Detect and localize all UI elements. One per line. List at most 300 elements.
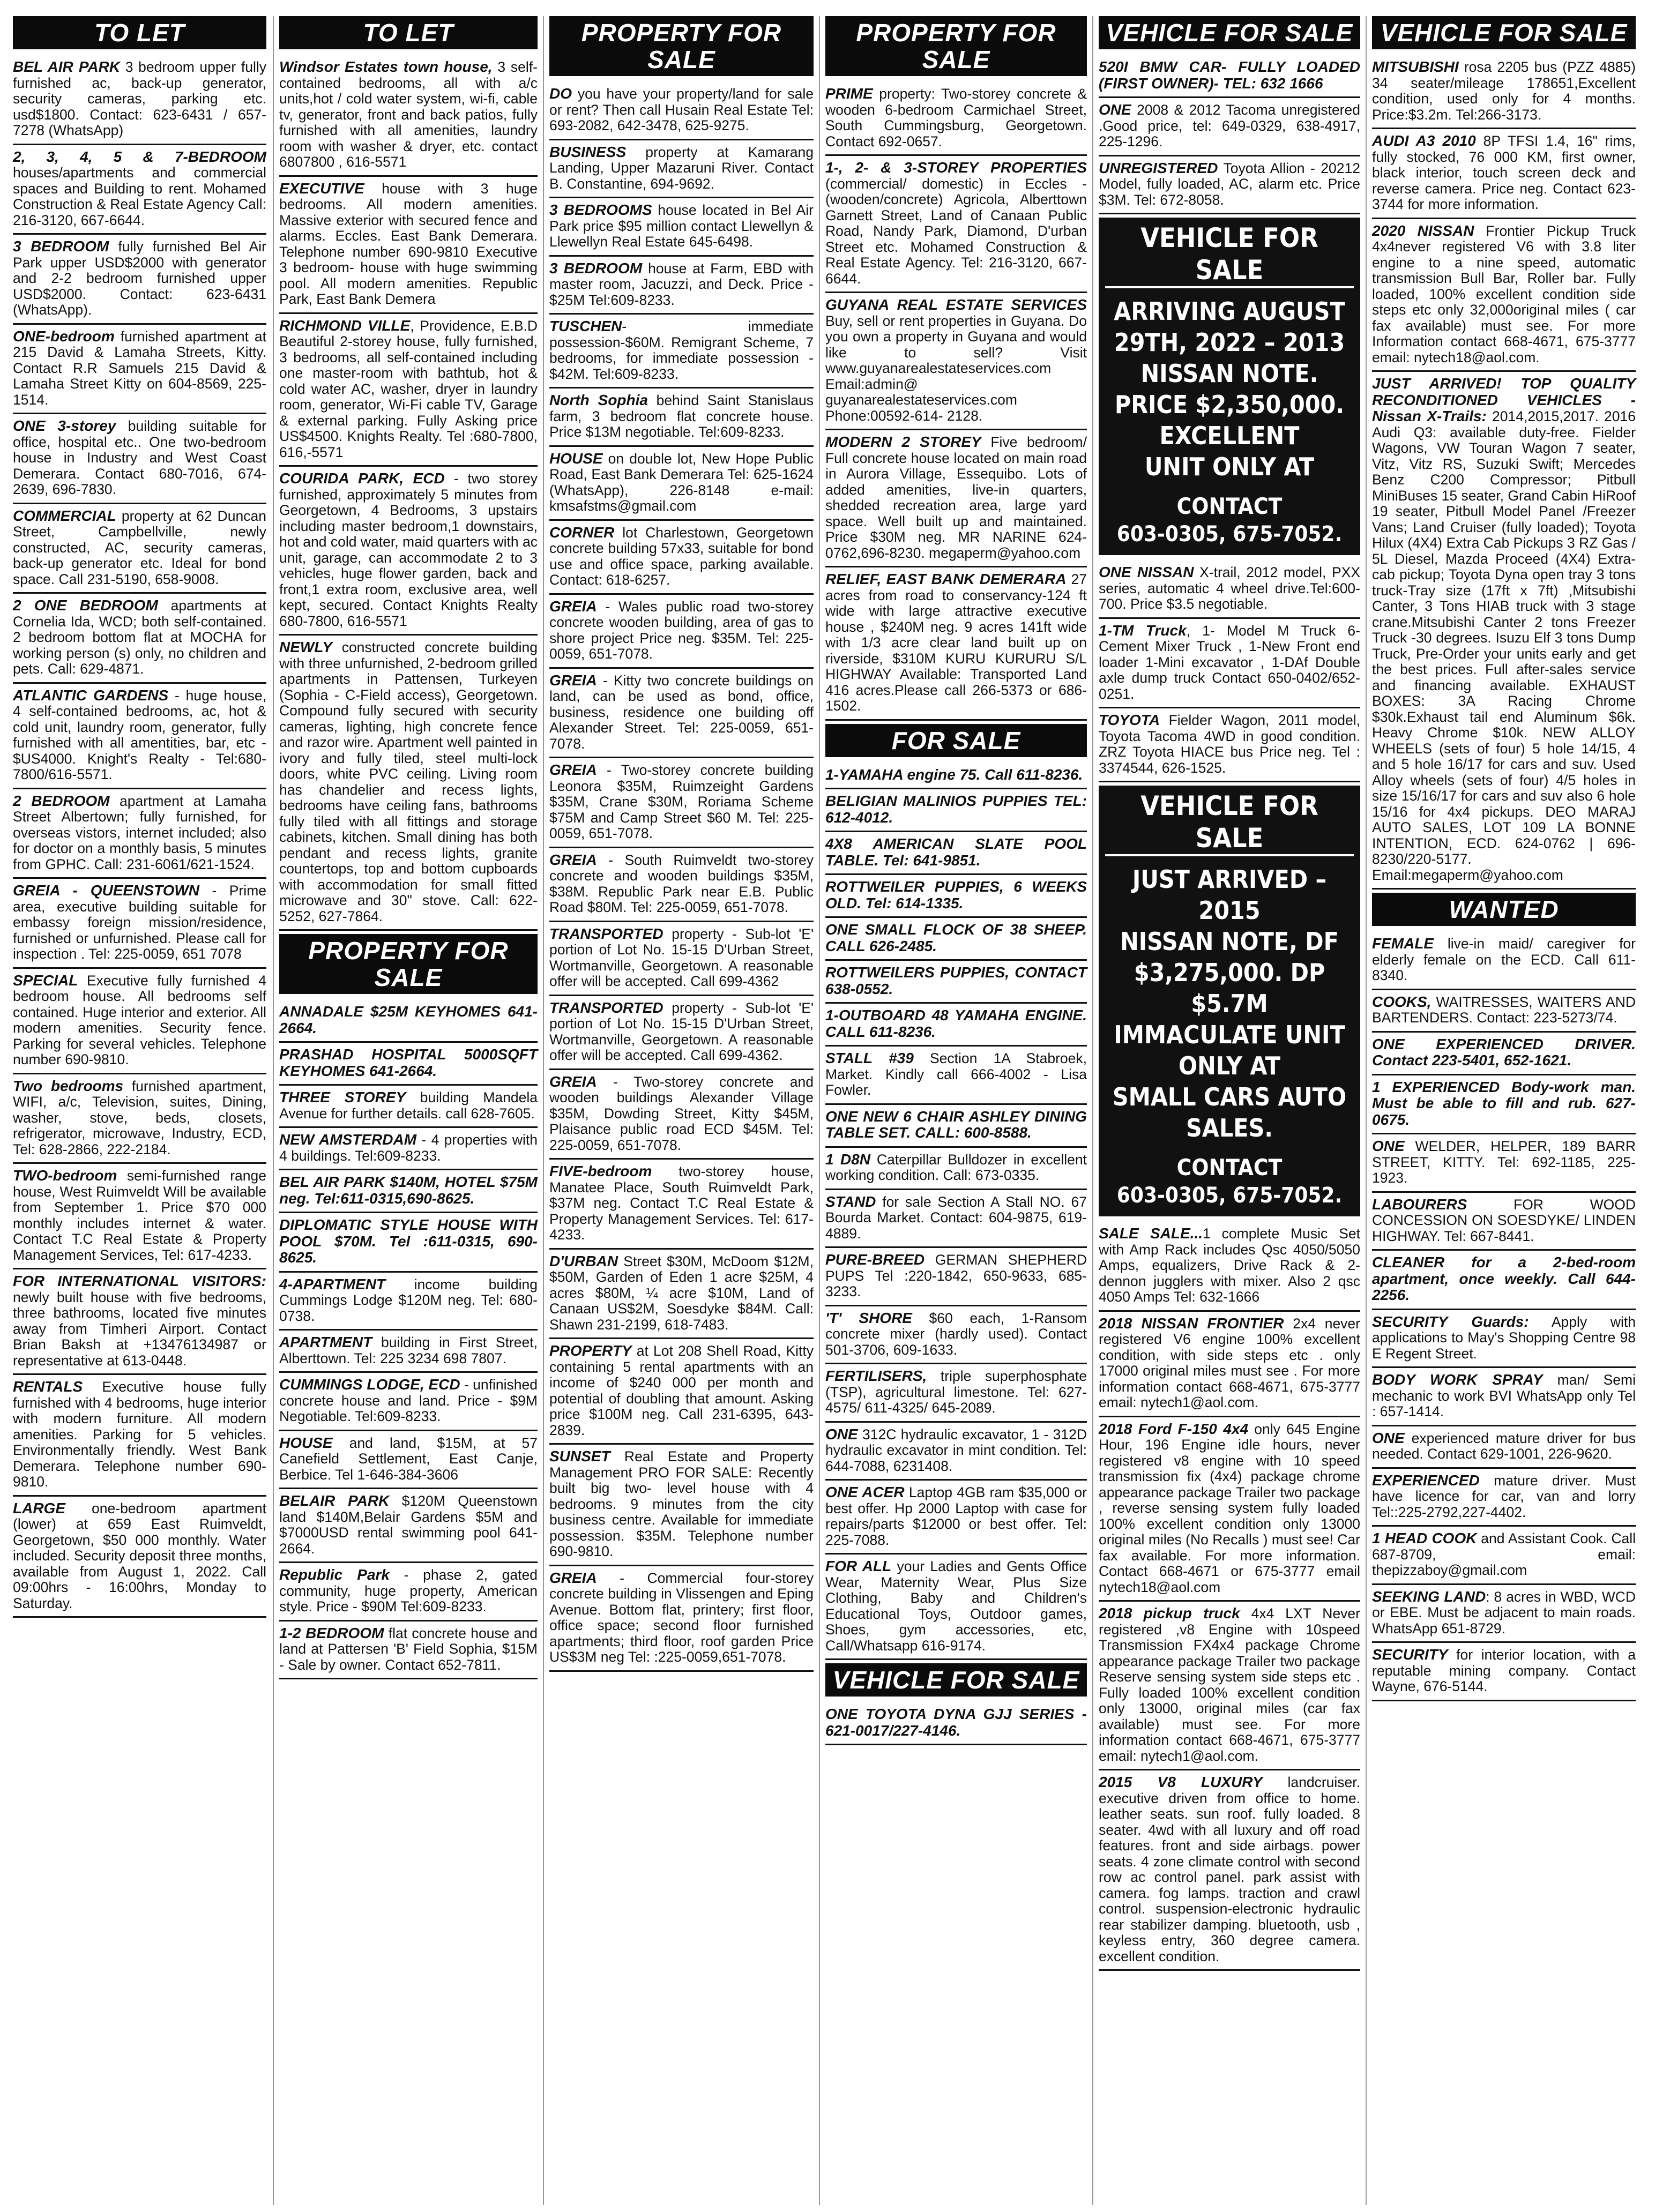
classified-ad [549,596,814,669]
classified-ad [13,505,266,594]
ad-lead-text: JUST ARRIVED! TOP QUALITY RECONDITIONED VEHICLES - Nissan X-Trails: [1372,375,1636,424]
ad-body-text: building suitable for office, hospital etc.. One two-bedroom house in Industry and West Coast Demerara. Contact 680-7016, 674-2639, 696-7830. [13,418,266,497]
classified-ad [825,157,1087,293]
classified-ad [1099,1772,1360,1971]
classified-ad [825,431,1087,567]
classified-ad [825,1365,1087,1423]
display-ad-line: UNIT ONLY AT [1144,452,1315,481]
ad-lead-text: ONE EXPERIENCED DRIVER. Contact 223-5401, 652-1621. [1372,1035,1636,1068]
ad-lead-text: 1 HEAD COOK [1372,1530,1477,1546]
section-header: TO LET [279,16,538,51]
column-2 [273,16,543,2205]
ad-body-text: - two storey furnished, approximately 5 minutes from Georgetown, 4 Bedrooms, 3 upstairs including master bedroom,1 downstairs, hot and cold water, maid quarters with ac unit, garage, can accommodate 2 to 3 vehicles, huge flower garden, back and front,1 extra room, exclusive area, well kept, secured. Contact Knights Realty 680-7800, 616-5571 [279,470,538,629]
classified-ad [825,83,1087,156]
ad-lead-text: RELIEF, EAST BANK DEMERARA [825,571,1067,587]
ad-lead-text: 1 EXPERIENCED Body-work man. Must be able to fill and rub. 627-0675. [1372,1078,1636,1128]
classified-ad [279,1214,538,1273]
ad-lead-text: 3 BEDROOM [549,259,643,276]
classified-ad [1372,1470,1636,1527]
ad-lead-text: 2018 pickup truck [1099,1605,1240,1621]
ad-body-text: 1 complete Music Set with Amp Rack includes Qsc 4050/5050 Amps, equalizers, Drive Rack & 2- dennon jugglers with mixer. Also 2 qsc 4050 Amps Tel: 632-1666 [1099,1225,1360,1305]
classified-ad [549,83,814,140]
ad-body-text: , 1- Model M Truck 6-Cement Mixer Truck , 1-New Front end loader 1-Mini excavator , 1-DAf Double axle dump truck Contact 650-0402/652-0251. [1099,622,1360,702]
classified-ad [279,1001,538,1043]
classified-ad [549,199,814,257]
ad-body-text: Fielder Wagon, 2011 model, Toyota Tacoma 4WD in good condition. ZRZ Toyota HIACE bus Price neg. Tel : 3374544, 626-1525. [1099,712,1360,776]
ad-lead-text: 2015 V8 LUXURY [1099,1774,1263,1790]
ad-body-text: - immediate possession-$60M. Remigrant Scheme, 7 bedrooms, for immediate possession - $42M. Tel:609-8233. [549,318,814,382]
ad-body-text: one-bedroom apartment (lower) at 659 East Ruimveldt, Georgetown, $50 000 monthly. Water included. Security deposit three months, available from August 1, 2022. Call 09:00hrs - 16:00hrs, Monday to Saturday. [13,1500,266,1611]
ad-body-text: house at Farm, EBD with master room, Jacuzzi, and Deck. Price - $25M Tel:609-8233. [549,260,814,308]
classified-ad [549,1161,814,1250]
ad-lead-text: CUMMINGS LODGE, ECD [279,1376,460,1393]
ad-body-text: furnished apartment at 215 David & Lamaha Streets, Kitty. Contact R.R Samuels 215 David & Lamaha Street Kitty on 604-8569, 225-1514. [13,328,266,408]
ad-lead-text: TRANSPORTED [549,999,663,1016]
ad-lead-text: ONE ACER [825,1484,905,1500]
ad-body-text: $60 each, 1-Ransom concrete mixer (hardly used). Contact 501-3706, 609-1633. [825,1310,1087,1358]
ad-body-text: only 645 Engine Hour, 196 Engine idle hours, never registered v8 engine with 10 speed transmission fix (4x4) package chrome appearance package Trailer two package , reverse sensing system fully loaded 100% excellent condition only 13000 original miles (No Recalls ) must see! Car fax available. For more information. Contact 668-4671 or 675-3777 email nytech18@aol.com [1099,1421,1360,1595]
ad-body-text: constructed concrete building with three unfurnished, 2-bedroom grilled apartments in Pattensen, Turkeyen (Sophia - C-Field access), Georgetown. Compound fully secured with security cameras, lighting, high concrete fence and razor wire. Apartment well painted in ivory and fully tiled, steel multi-lock doors, white PVC ceiling. Living room has chandelier and recess lights, bedrooms have ceiling fans, bathrooms fully tiled with all fittings and storage cabinets, kitchen. Small dining has both pendant and recess lights, granite countertops, top and bottom cupboards with accommodation for small fitted microwave and 30" stove. Call: 622-5252, 627-7864. [279,639,538,924]
ad-body-text: Section 1A Stabroek, Market. Kindly call 666-4002 - Lisa Fowler. [825,1050,1087,1098]
ad-lead-text: 2 ONE BEDROOM [13,597,158,614]
ad-body-text: fully furnished Bel Air Park upper USD$2000 with generator and 2-2 bedroom furnished upper USD$2000. Contact: 623-6431 (WhatsApp). [13,238,266,318]
classified-ad [1372,1194,1636,1251]
ad-body-text: house with 3 huge bedrooms. All modern amenities. Massive exterior with secured fence and alarms. Eccles. East Bank Demerara. Telephone number 690-9810 Executive 3 bedroom- house with huge swimming pool. All modern amenities. Republic Park, East Bank Demera [279,180,538,307]
ad-body-text: property at 62 Duncan Street, Campbellville, newly constructed, AC, security cameras, back-up generator etc. Ideal for bond space. Call 231-5190, 658-9008. [13,507,266,587]
classified-ad [825,833,1087,875]
classified-ad [1099,1313,1360,1417]
classified-ad [549,759,814,848]
classified-ad [13,595,266,684]
ad-body-text: - Two-storey concrete building Leonora $35M, Ruimzeight Gardens $35M, Crane $30M, Roriama Scheme $75M and Camp Street $60 M. Tel: 225-0059, 651-7078. [549,762,814,841]
ad-lead-text: Windsor Estates town house, [279,58,493,75]
ad-body-text: at Lot 208 Shell Road, Kitty containing 5 rental apartments with an income of $240 000 per month and potential of doubling that amount. Asking price $100M neg. Call 231-6395, 643-2839. [549,1343,814,1438]
classified-ad [825,962,1087,1004]
classified-ad [279,1332,538,1373]
ad-lead-text: GREIA [549,761,597,778]
classified-ad [279,1564,538,1621]
ad-lead-text: 1 D8N [825,1150,870,1168]
ad-lead-text: 2018 Ford F-150 4x4 [1099,1420,1249,1437]
section-header: VEHICLE FOR SALE [825,1663,1087,1698]
ad-body-text: Laptop 4GB ram $35,000 or best offer. Hp 2000 Laptop with case for repairs/parts $12000 or best offer. Tel: 225-7088. [825,1484,1087,1548]
ad-body-text: flat concrete house and land at Pattersen 'B' Field Sophia, $15M - Sale by owner. Contact 652-7811. [279,1625,538,1673]
display-ad-line: IMMACULATE UNIT [1114,1020,1345,1049]
ad-body-text: 4x4 LXT Never registered ,v8 Engine with 10speed Transmission FX4x4 package Chrome appearance package Trailer two package Reserve sensing system side steps etc . Fully loaded 100% excellent condition only 13000, original miles (car fax available) must see. For more information contact 668-4671, 675-3777 email: nytech1@aol.com. [1099,1605,1360,1764]
classified-ad [1372,1311,1636,1369]
ad-lead-text: 1-OUTBOARD 48 YAMAHA ENGINE. CALL 611-8236. [825,1007,1087,1040]
ad-body-text: Executive house fully furnished with 4 bedrooms, huge interior with modern furniture. All modern amenities. Parking for 5 vehicles. Environmentally friendly. West Bank Demerara. Telephone number 690-9810. [13,1379,266,1490]
ad-lead-text: SECURITY [1372,1646,1448,1663]
column-4 [819,16,1092,2205]
ad-lead-text: HOUSE [279,1434,333,1451]
ad-lead-text: STAND [825,1193,876,1210]
ad-body-text: - Wales public road two-storey concrete wooden building, area of gas to shore project Price neg. $35M. Tel: 225-0059, 651-7078. [549,598,814,662]
ad-lead-text: RICHMOND VILLE [279,317,411,334]
ad-body-text: - Two-storey concrete and wooden buildings Alexander Village $35M, Dowding Street, Kitty $45M, Plaisance public road ECD $45M. Tel: 225-0059, 651-7078. [549,1073,814,1153]
vehicle-display-ad [1099,786,1360,1216]
classified-ad [13,56,266,145]
ad-body-text: rosa 2205 bus (PZZ 4885) 34 seater/mileage 178651,Excellent condition, used only for 4 months. Price:$3.2m. Tel:266-3173. [1372,59,1636,123]
classified-ad [13,1498,266,1618]
ad-body-text: for sale Section A Stall NO. 67 Bourda Market. Contact: 604-9875, 619-4889. [825,1193,1087,1242]
ad-lead-text: TRANSPORTED [549,925,663,942]
ad-body-text: 3 self- contained bedrooms, all with a/c units,hot / cold water system, wi-fi, cable tv, generator, front and back patios, fully furnished with all amenities, laundry room with washer & dryer, etc. contact 6807800 , 616-5571 [279,59,538,170]
classified-ad [549,522,814,595]
classified-ad [279,56,538,177]
ad-lead-text: BELAIR PARK [279,1492,390,1509]
ad-lead-text: COMMERCIAL [13,507,116,524]
display-ad-line: SALES. [1186,1114,1273,1142]
ad-lead-text: PURE-BREED [825,1251,925,1268]
ad-lead-text: GREIA - QUEENSTOWN [13,882,200,899]
ad-body-text: and Assistant Cook. Call 687-8709, email: thepizzaboy@gmail.com [1372,1530,1636,1578]
ad-lead-text: BEL AIR PARK $140M, HOTEL $75M neg. Tel:611-0315,690-8625. [279,1174,538,1207]
display-ad-phones: 603-0305, 675-7052. [1116,522,1343,547]
ad-body-text: : 8 acres in WBD, WCD or EBE. Must be adjacent to main roads. WhatsApp 651-8729. [1372,1588,1636,1636]
display-ad-contact: CONTACT [1176,1154,1283,1180]
classified-ad [549,923,814,996]
ad-body-text: Real Estate and Property Management PRO FOR SALE: Recently built big two- level house with 4 bedrooms. 9 minutes from the city business centre. Available for immediate possession. $35M. Telephone number 690-9810. [549,1448,814,1559]
column-6 [1366,16,1641,2205]
ad-body-text: - Commercial four-storey concrete building in Vlissengen and Eping Avenue. Bottom flat, printery; first floor, office space; second floor furnished apartments; third floor, roof garden Price US$3M neg Tel: :225-0059,651-7078. [549,1570,814,1665]
display-ad-line: JUST ARRIVED – 2015 [1132,865,1327,925]
ad-lead-text: ONE NEW 6 CHAIR ASHLEY DINING TABLE SET. CALL: 600-8588. [825,1108,1087,1141]
ad-body-text: man/ Semi mechanic to work BVI WhatsApp only Tel : 657-1414. [1372,1372,1636,1419]
classified-ad [549,448,814,521]
classified-ad [1372,1586,1636,1643]
classified-ad [279,1623,538,1680]
ad-body-text: building in First Street, Alberttown. Tel: 225 3234 698 7807. [279,1334,538,1366]
ad-body-text: - Kitty two concrete buildings on land, can be used as bond, office, business, residence one building off Alexander Street. Tel: 225-0059, 651-7078. [549,672,814,752]
ad-lead-text: CLEANER for a 2-bed-room apartment, once weekly. Call 644-2256. [1372,1254,1636,1303]
ad-lead-text: GREIA [549,1073,597,1090]
classified-ad [279,315,538,467]
ad-lead-text: MODERN 2 STOREY [825,434,981,450]
ad-body-text: - 4 properties with 4 buildings. Tel:609-8233. [279,1132,538,1164]
ad-lead-text: CORNER [549,524,615,541]
ad-lead-text: RENTALS [13,1378,83,1395]
display-ad-contact: CONTACT [1176,493,1283,519]
display-ad-phones: 603-0305, 675-7052. [1116,1183,1343,1208]
section-header: PROPERTY FOR SALE [549,16,814,78]
ad-body-text: (commercial/ domestic) in Eccles - (wooden/concrete) Agricola, Alberttown Garnett Street, Land of Canaan Public Road, Nandy Park, Diamond, D'urban Street etc. Mohamed Construction & Real Estate Agency. Tel: 216-3120, 667-6644. [825,175,1087,287]
section-header: WANTED [1372,893,1636,928]
classified-ad [13,790,266,879]
classified-ad [1099,1418,1360,1602]
classified-ad [825,1005,1087,1047]
classified-ad [1372,130,1636,219]
ad-lead-text: COURIDA PARK, ECD [279,470,445,487]
ad-lead-text: HOUSE [549,450,603,467]
ad-lead-text: EXPERIENCED [1372,1471,1480,1489]
classified-ad [549,1567,814,1672]
classified-ad [1099,1603,1360,1770]
classified-ad [825,1307,1087,1365]
classified-ad [279,1374,538,1431]
classified-ad [1372,1528,1636,1585]
ad-body-text: Five bedroom/ Full concrete house located on main road in Aurora Village, Essequibo. Lots of added amenities, live-in quarters, shedded recreation area, large yard space. Well built up and maintained. Price $30M neg. MR NARINE 624-0762,696-8230. megaperm@yahoo.com [825,434,1087,561]
ad-lead-text: 2018 NISSAN FRONTIER [1099,1314,1284,1332]
classified-ad [13,236,266,325]
display-ad-line: NISSAN NOTE, DF [1120,927,1339,956]
ad-body-text: your Ladies and Gents Office Wear, Maternity Wear, Plus Size Clothing, Baby and Children's Educational Toys, Outdoor games, Shoes, gym accessories, etc, Call/Whatsapp 616-9174. [825,1558,1087,1654]
column-5 [1092,16,1366,2205]
ad-lead-text: 4X8 AMERICAN SLATE POOL TABLE. Tel: 641-9851. [825,835,1087,869]
ad-lead-text: ANNADALE $25M KEYHOMES 641-2664. [279,1003,538,1036]
ad-lead-text: 2020 NISSAN [1372,222,1474,239]
classified-ad [279,1432,538,1490]
ad-lead-text: GREIA [549,597,597,615]
ad-body-text: experienced mature driver for bus needed. Contact 629-1001, 226-9620. [1372,1430,1636,1462]
ad-body-text: 2008 & 2012 Tacoma unregistered .Good price, tel: 649-0329, 638-4917, 225-1296. [1099,102,1360,150]
ad-lead-text: ONE-bedroom [13,327,115,345]
classified-ad [825,764,1087,790]
ad-lead-text: BEL AIR PARK [13,58,121,75]
ad-body-text: apartment at Lamaha Street Albertown; fully furnished, for overseas vistors, internet included; also for doctor on a monthly basis, 5 minutes from GPHC. Call: 231-6061/621-1524. [13,793,266,872]
ad-lead-text: LARGE [13,1499,65,1516]
classified-ad [1372,373,1636,890]
ad-lead-text: ONE [1372,1138,1405,1154]
section-header: TO LET [13,16,266,51]
display-ad-line: ARRIVING AUGUST [1114,297,1345,326]
ad-body-text: - South Ruimveldt two-storey concrete and wooden buildings $35M, $38M. Republic Park near E.B. Public Road $80M. Tel: 225-0059, 651-7078. [549,851,814,915]
classifieds-page [8,16,1662,2208]
ad-body-text: GERMAN SHEPHERD PUPS Tel :220-1842, 650-9633, 685-3233. [825,1252,1087,1299]
ad-body-text: you have your property/land for sale or rent? Then call Husain Real Estate Tel: 693-2082, 642-3478, 625-9275. [549,86,814,133]
ad-lead-text: AUDI A3 2010 [1372,132,1476,149]
display-ad-line: EXCELLENT [1159,421,1300,450]
ad-body-text: apartments at Cornelia Ida, WCD; both self-contained. 2 bedroom bottom flat at MOCHA for working person (s) only, no children and pets. Call: 629-4871. [13,597,267,677]
ad-body-text: - Prime area, executive building suitable for embassy foreign mission/residence, furnished or unfurnished. Please call for inspection . Tel: 225-0059, 651 7078 [13,883,267,962]
classified-ad [1372,1369,1636,1426]
ad-body-text: furnished apartment, WIFI, a/c, Television, suites, Dining, washer, stove, beds, closets, refrigerator, microwave, Industry, ECD, Tel: 628-2866, 222-2184. [13,1078,267,1157]
classified-ad [279,1490,538,1563]
display-ad-line: PRICE $2,350,000. [1114,390,1345,419]
display-ad-line: NISSAN NOTE. [1140,359,1318,388]
ad-lead-text: 1-, 2- & 3-STOREY PROPERTIES [825,159,1087,176]
section-header: PROPERTY FOR SALE [825,16,1087,78]
ad-body-text: triple superphosphate (TSP), agricultural limestone. Tel: 627-4575/ 611-4325/ 645-2089. [825,1368,1087,1416]
classified-ad [1372,933,1636,990]
classified-ad [13,1271,266,1375]
classified-ad [1099,56,1360,98]
ad-lead-text: FERTILISERS, [825,1367,927,1384]
ad-lead-text: DO [549,85,572,102]
ad-lead-text: ONE [1372,1429,1405,1446]
classified-ad [13,1165,266,1269]
ad-body-text: lot Charlestown, Georgetown concrete building 57x33, suitable for bond use and office space, parking available. Contact: 618-6257. [549,524,814,588]
classified-ad [13,1075,266,1164]
classified-ad [549,258,814,315]
vehicle-display-ad [1099,218,1360,555]
classified-ad [825,1703,1087,1745]
classified-ad [279,1129,538,1170]
column-3 [543,16,819,2205]
ad-lead-text: SEEKING LAND [1372,1588,1486,1605]
ad-lead-text: TUSCHEN [549,318,622,334]
ad-lead-text: SALE SALE... [1099,1225,1203,1242]
display-ad-title: VEHICLE FOR SALE [1105,222,1354,288]
classified-ad [825,569,1087,721]
ad-lead-text: TWO-bedroom [13,1167,117,1184]
classified-ad [825,1424,1087,1481]
classified-ad [1372,56,1636,129]
ad-lead-text: TOYOTA [1099,712,1160,728]
classified-ad [1372,220,1636,372]
classified-ad [825,1482,1087,1555]
ad-lead-text: 3 BEDROOMS [549,201,652,218]
classified-ad [825,876,1087,918]
ad-body-text: mature driver. Must have licence for car, van and lorry Tel::225-2792,227-4402. [1372,1472,1636,1520]
classified-ad [13,146,266,235]
ad-body-text: - huge house, 4 self-contained bedrooms, ac, hot & cold unit, laundry room, generator, fully furnished with all amentities, bar, etc - $US4000. Knight's Realty - Tel:680-7800/616-5571. [13,687,266,782]
classified-ad [549,849,814,922]
ad-body-text: live-in maid/ caregiver for elderly female on the ECD. Call 611-8340. [1372,936,1636,983]
ad-lead-text: LABOURERS [1372,1195,1467,1213]
classified-ad [549,1446,814,1566]
ad-lead-text: D'URBAN [549,1252,618,1269]
section-header: VEHICLE FOR SALE [1099,16,1360,51]
ad-lead-text: GREIA [549,1569,597,1586]
classified-ad [825,1556,1087,1660]
ad-lead-text: MITSUBISHI [1372,58,1459,75]
ad-lead-text: PROPERTY [549,1342,632,1359]
ad-lead-text: ATLANTIC GARDENS [13,686,169,704]
classified-ad [1099,158,1360,215]
ad-body-text: property at Kamarang Landing, Upper Mazaruni River. Contact B. Constantine, 694-9692. [549,144,814,192]
display-ad-line: SMALL CARS AUTO [1112,1082,1347,1111]
ad-body-text: X-trail, 2012 model, PXX series, automatic 4 wheel drive.Tel:600-700. Price $3.5 negotiable. [1099,564,1361,612]
classified-ad [279,1044,538,1086]
classified-ad [13,415,266,504]
ad-lead-text: 2 BEDROOM [13,792,110,809]
ad-lead-text: ROTTWEILERS PUPPIES, CONTACT 638-0552. [825,964,1087,997]
classified-ad [1372,991,1636,1033]
ad-lead-text: SUNSET [549,1448,610,1464]
ad-lead-text: UNREGISTERED [1099,159,1218,176]
classified-ad [1099,99,1360,156]
ad-lead-text: 1-YAMAHA engine 75. Call 611-8236. [825,766,1083,783]
section-header: FOR SALE [825,724,1087,759]
ad-body-text: , Providence, E.B.D Beautiful 2-storey house, fully furnished, 3 bedrooms, all self-contained including one master-room with bathtub, hot & cold water AC, washer, dryer in laundry room, generator, Wi-Fi cable TV, Garage & external parking. Fully Asking price US$4500. Knights Realty. Tel :680-7800, 616,-5571 [279,317,538,460]
ad-lead-text: THREE STOREY [279,1089,406,1105]
classified-ad [13,326,266,415]
display-ad-title: VEHICLE FOR SALE [1105,790,1354,856]
ad-body-text: 27 acres from road to conservancy-124 ft wide with large attractive executive house , $240M neg. 9 acres 141ft wide with 1/3 acre clear land built up on riverside, $310M KURU KURURU S/L HIGHWAY Available: Transported Land 416 acres.Please call 266-5373 or 686-1502. [825,571,1087,714]
ad-lead-text: FOR INTERNATIONAL VISITORS: [13,1273,266,1289]
ad-body-text: Apply with applications to May's Shopping Centre 98 E Regent Street. [1372,1313,1636,1362]
ad-body-text: WELDER, HELPER, 189 BARR STREET, KITTY. Tel: 692-1185, 225-1923. [1372,1138,1636,1186]
classified-ad [1372,1644,1636,1701]
classified-ad [1099,562,1360,619]
ad-lead-text: ROTTWEILER PUPPIES, 6 WEEKS OLD. Tel: 614-1335. [825,878,1087,911]
ad-lead-text: EXECUTIVE [279,180,364,197]
ad-lead-text: 1-TM Truck [1099,622,1187,639]
classified-ad [279,1087,538,1128]
ad-body-text: FOR WOOD CONCESSION ON SOESDYKE/ LINDEN HIGHWAY. Tel: 667-8441. [1372,1196,1636,1244]
ad-lead-text: Two bedrooms [13,1077,124,1094]
classified-ad [825,919,1087,961]
classified-ad [13,970,266,1074]
classified-ad [279,637,538,931]
ad-lead-text: Republic Park [279,1566,390,1583]
classified-ad [549,670,814,759]
ad-lead-text: North Sophia [549,392,648,408]
ad-body-text: 8P TFSI 1.4, 16" rims, fully stocked, 76 000 KM, first owner, black interior, touch screen deck and reverse camera. Price neg. Contact 623-3744 for more information. [1372,133,1636,212]
ad-lead-text: APARTMENT [279,1334,372,1350]
display-ad-line: ONLY AT [1178,1051,1281,1080]
ad-lead-text: 'T' SHORE [825,1309,912,1326]
classified-ad [1372,1252,1636,1310]
classified-ad [13,880,266,969]
ad-body-text: two-storey house, Manatee Place, South Ruimveldt Park, $37M neg. Contact T.C Real Estate & Property Management Services. Tel: 617-4233. [549,1163,814,1243]
classified-ad [1372,1077,1636,1135]
ad-lead-text: FEMALE [1372,935,1434,952]
classified-ad [279,1171,538,1213]
classified-ad [549,141,814,199]
ad-lead-text: 3 BEDROOM [13,238,109,255]
ad-body-text: Toyota Allion - 20212 Model, fully loaded, AC, alarm etc. Price $3M. Tel: 672-8058. [1099,160,1360,208]
classified-ad [549,1251,814,1340]
classified-ad [825,790,1087,832]
section-header: VEHICLE FOR SALE [1372,16,1636,51]
section-header: PROPERTY FOR SALE [279,934,538,996]
ad-lead-text: PRIME [825,85,873,102]
classified-ad [825,1048,1087,1105]
ad-body-text: 2x4 never registered V6 engine 100% excellent condition, with side steps etc . only 17000 original miles must see . For more information contact 668-4671, 675-3777 email: nytech1@aol.com. [1099,1315,1360,1410]
ad-body-text: income building Cummings Lodge $120M neg. Tel: 680-0738. [279,1276,538,1324]
ad-lead-text: NEWLY [279,639,333,655]
classified-ad [1099,620,1360,709]
ad-lead-text: BUSINESS [549,143,627,160]
ad-lead-text: SECURITY Guards: [1372,1313,1529,1330]
ad-body-text: - phase 2, gated community, huge property, American style. Price - $90M Tel:609-8233. [279,1567,538,1615]
ad-body-text: behind Saint Stanislaus farm, 3 bedroom flat concrete house. Price $13M negotiable. Tel:609-8233. [549,392,814,440]
ad-lead-text: FIVE-bedroom [549,1163,652,1179]
ad-body-text: Caterpillar Bulldozer in excellent working condition. Call: 673-0335. [825,1151,1087,1183]
column-1 [8,16,272,2205]
ad-body-text: house located in Bel Air Park price $95 million contact Llewellyn & Llewellyn Real Estate 645-6498. [549,202,814,250]
ad-body-text: $120M Queenstown land $140M,Belair Gardens $5M and $7000USD rental swimming pool 641-2664. [279,1493,538,1557]
ad-body-text: newly built house with five bedrooms, three bathrooms, located five minutes away from Timheri Airport. Contact Brian Baksh at +13476134987 or representative at 613-0448. [13,1289,266,1369]
ad-body-text: property - Sub-lot 'E' portion of Lot No. 15-15 D'Urban Street, Wortmanville, Georgetown. A reasonable offer will be accepted. Call 699-4362 [549,925,814,989]
ad-body-text: 3 bedroom upper fully furnished ac, back-up generator, security cameras, parking etc. usd$1800. Contact: 623-6431 / 657-7278 (WhatsApp) [13,59,266,138]
classified-ad [1099,709,1360,782]
classified-ad [13,1376,266,1497]
classified-ad [1099,1223,1360,1312]
ad-lead-text: GREIA [549,851,597,868]
ad-body-text: Frontier Pickup Truck 4x4never registered V6 with 3.8 liter engine to a nine speed, automatic transmission Bull Bar, Roller bar. Fully loaded, 100% excellent condition side steps etc only 32,000original miles ( car fax available) must see. For more Information contact 668-4671, 675-3777 email: nytech18@aol.com. [1372,222,1636,365]
ad-body-text: property: Two-storey concrete & wooden 6-bedroom Carmichael Street, South Cummingsburg, Georgetown. Contact 692-0657. [825,86,1087,150]
ad-lead-text: BODY WORK SPRAY [1372,1371,1543,1388]
classified-ad [279,178,538,314]
ad-body-text: Buy, sell or rent properties in Guyana. Do you own a property in Guyana and would like to sell? Visit www.guyanarealestateservices.com Email:admin@ guyanarealestateservices.com Phone:00592-614- 2128. [825,312,1087,424]
classified-ad [825,1249,1087,1306]
ad-body-text: WAITRESSES, WAITERS AND BARTENDERS. Contact: 223-5273/74. [1372,993,1636,1026]
ad-lead-text: GREIA [549,671,597,689]
ad-lead-text: 1-2 BEDROOM [279,1624,384,1641]
ad-lead-text: ONE [1099,101,1131,118]
ad-body-text: houses/apartments and commercial spaces and Building to rent. Mohamed Construction & Real Estate Agency Call: 216-3120, 667-6644. [13,165,266,228]
ad-lead-text: COOKS, [1372,993,1432,1010]
ad-lead-text: NEW AMSTERDAM [279,1131,417,1148]
ad-body-text: and land, $15M, at 57 Canefield Settlement, East Canje, Berbice. Tel 1-646-384-3606 [279,1434,538,1483]
ad-body-text: - unfinished concrete house and land. Price - $9M Negotiable. Tel:609-8233. [279,1377,538,1424]
ad-lead-text: ONE NISSAN [1099,564,1194,580]
classified-ad [549,1071,814,1160]
ad-lead-text: STALL #39 [825,1050,914,1066]
